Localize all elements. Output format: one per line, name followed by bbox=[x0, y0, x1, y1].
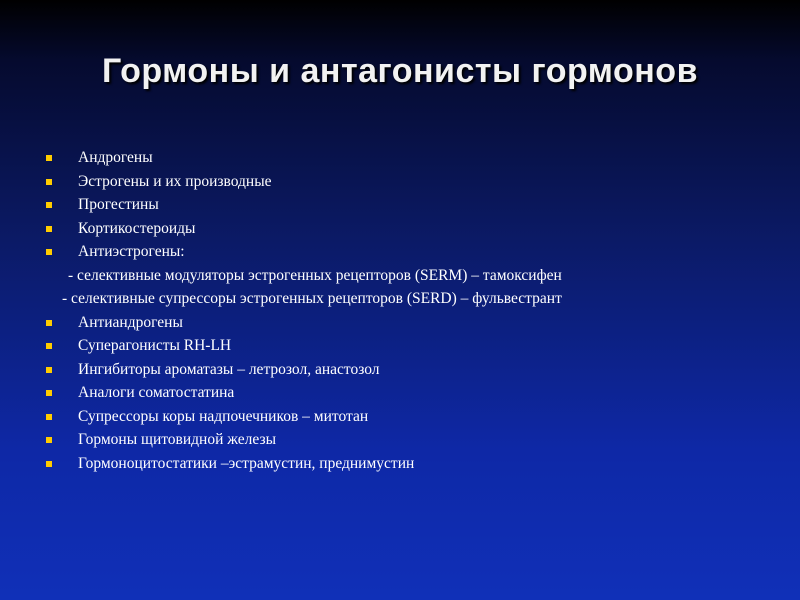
square-bullet-icon bbox=[46, 437, 52, 443]
list-item bbox=[46, 334, 776, 358]
square-bullet-icon bbox=[46, 179, 52, 185]
sub-list-item bbox=[46, 264, 776, 288]
square-bullet-icon bbox=[46, 461, 52, 467]
list-item-text: Супрессоры коры надпочечников – митотан bbox=[78, 407, 369, 425]
list-item-text: Эстрогены и их производные bbox=[78, 172, 272, 190]
list-item bbox=[46, 170, 776, 194]
square-bullet-icon bbox=[46, 320, 52, 326]
square-bullet-icon bbox=[46, 343, 52, 349]
square-bullet-icon bbox=[46, 155, 52, 161]
sub-list-item bbox=[46, 287, 776, 311]
list-item-text: Аналоги соматостатина bbox=[78, 384, 235, 401]
list-item-text: Прогестины bbox=[78, 196, 159, 213]
list-item-text: Гормоны щитовидной железы bbox=[78, 431, 276, 448]
sub-list-item-text: - селективные супрессоры эстрогенных рецепторов (SERD) – фульвестрант bbox=[62, 290, 562, 307]
list-item bbox=[46, 452, 776, 476]
list-item-text: Суперагонисты RH-LH bbox=[78, 337, 232, 354]
list-item bbox=[46, 311, 776, 335]
square-bullet-icon bbox=[46, 249, 52, 255]
square-bullet-icon bbox=[46, 390, 52, 396]
list-item-text: Кортикостероиды bbox=[78, 219, 196, 237]
square-bullet-icon bbox=[46, 202, 52, 208]
list-item bbox=[46, 193, 776, 217]
list-item bbox=[46, 428, 776, 452]
square-bullet-icon bbox=[46, 367, 52, 373]
square-bullet-icon bbox=[46, 226, 52, 232]
slide-title: Гормоны и антагонисты гормонов bbox=[102, 52, 698, 90]
list-item bbox=[46, 358, 776, 382]
list-item-text: Ингибиторы ароматазы – летрозол, анастозол bbox=[78, 360, 380, 378]
list-item-text: Антиэстрогены: bbox=[78, 243, 185, 260]
list-item-text: Антиандрогены bbox=[78, 313, 183, 331]
list-item-text: Гормоноцитостатики –эстрамустин, преднимустин bbox=[78, 454, 415, 472]
list-item-text: Андрогены bbox=[78, 149, 153, 166]
list-item bbox=[46, 146, 776, 170]
list-item bbox=[46, 240, 776, 264]
square-bullet-icon bbox=[46, 414, 52, 420]
sub-list-item-text: - селективные модуляторы эстрогенных рецепторов (SERM) – тамоксифен bbox=[68, 266, 562, 284]
list-item bbox=[46, 217, 776, 241]
list-item bbox=[46, 405, 776, 429]
list-item bbox=[46, 381, 776, 405]
bullet-list bbox=[46, 146, 776, 475]
